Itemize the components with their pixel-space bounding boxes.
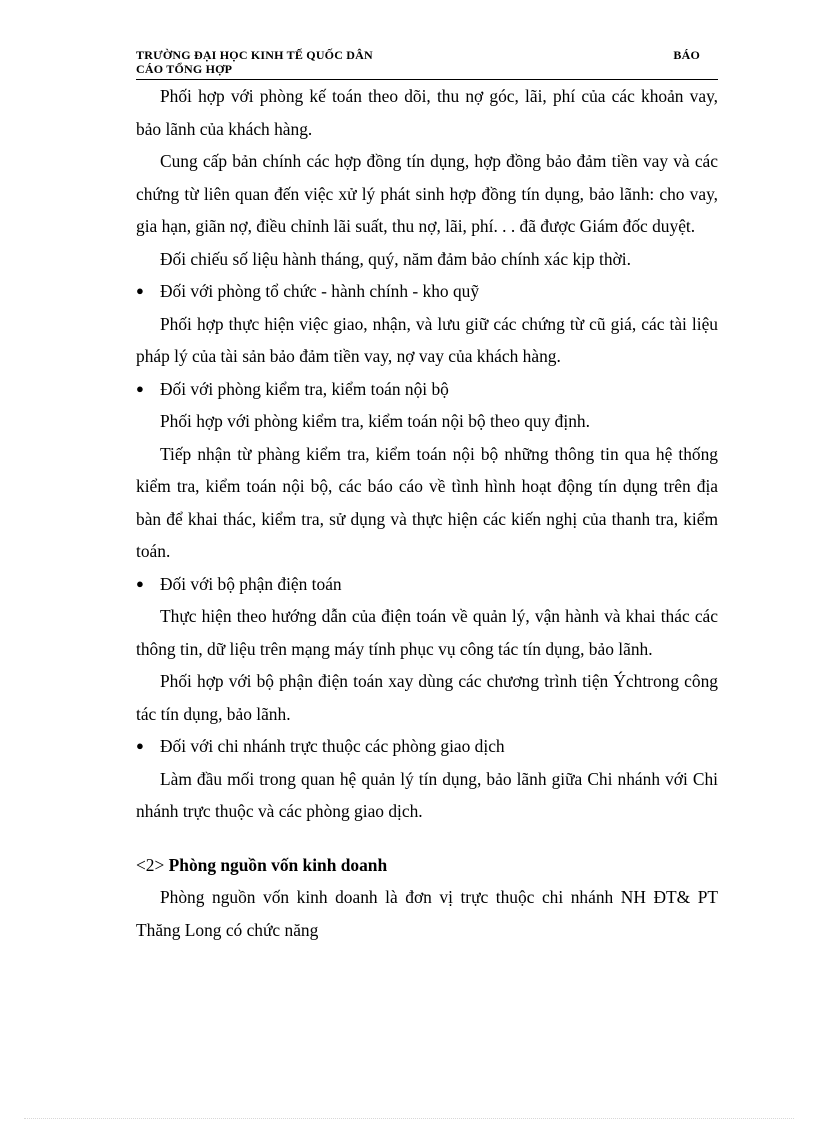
bullet-text: Đối với phòng kiểm tra, kiểm toán nội bộ — [160, 378, 449, 399]
paragraph: Phối hợp thực hiện việc giao, nhận, và lưu giữ các chứng từ cũ giá, các tài liệu pháp lý của tài sản bảo đảm tiền vay, nợ vay của khách hàng. — [136, 313, 718, 366]
header-left-text: TRƯỜNG ĐẠI HỌC KINH TẾ QUỐC DÂN — [136, 48, 373, 62]
paragraph: Phối hợp với bộ phận điện toán xay dùng các chương trình tiện Ýchtrong công tác tín dụng, bảo lãnh. — [136, 671, 718, 724]
bullet-text: Đối với phòng tổ chức - hành chính - kho quỹ — [160, 281, 480, 301]
bullet-text: Đối với bộ phận điện toán — [160, 573, 342, 594]
bullet-text: Đối với chi nhánh trực thuộc các phòng giao dịch — [160, 736, 505, 756]
paragraph: Đối chiếu số liệu hành tháng, quý, năm đảm bảo chính xác kịp thời. — [160, 248, 631, 269]
paragraph: Làm đầu mối trong quan hệ quản lý tín dụng, bảo lãnh giữa Chi nhánh với Chi nhánh trực thuộc và các phòng giao dịch. — [136, 768, 718, 821]
document-body — [136, 80, 718, 946]
bullet-item — [136, 568, 718, 601]
footer-divider — [24, 1118, 794, 1119]
paragraph: Phối hợp với phòng kế toán theo dõi, thu nợ góc, lãi, phí của các khoản vay, bảo lãnh của khách hàng. — [136, 86, 718, 139]
section-title: Phòng nguồn vốn kinh doanh — [168, 854, 388, 875]
bullet-icon: ● — [136, 283, 144, 298]
bullet-item — [136, 275, 718, 308]
header-second-line: CÁO TỔNG HỢP — [136, 62, 233, 76]
paragraph: Thực hiện theo hướng dẫn của điện toán về quản lý, vận hành và khai thác các thông tin, dữ liệu trên mạng máy tính phục vụ công tác tín dụng, bảo lãnh. — [136, 606, 718, 659]
header-right-text: BÁO — [673, 48, 700, 62]
paragraph: Tiếp nhận từ phàng kiểm tra, kiểm toán nội bộ những thông tin qua hệ thống kiểm tra, kiểm toán nội bộ, các báo cáo về tình hình hoạt động tín dụng trên địa bàn để khai thác, kiểm tra, sử dụng và thực hiện các kiến nghị của thanh tra, kiểm toán. — [136, 443, 718, 561]
bullet-item — [136, 730, 718, 763]
bullet-item — [136, 373, 718, 406]
section-heading — [136, 849, 718, 882]
paragraph: Phối hợp với phòng kiểm tra, kiểm toán nội bộ theo quy định. — [160, 411, 590, 431]
bullet-icon: ● — [136, 575, 144, 591]
paragraph: Phòng nguồn vốn kinh doanh là đơn vị trực thuộc chi nhánh NH ĐT& PT Thăng Long có chức năng — [136, 887, 718, 940]
bullet-icon: ● — [136, 380, 144, 396]
paragraph: Cung cấp bản chính các hợp đồng tín dụng, hợp đồng bảo đảm tiền vay và các chứng từ liên quan đến việc xử lý phát sinh hợp đồng tín dụng, bảo lãnh: cho vay, gia hạn, giãn nợ, điều chỉnh lãi suất, thu nợ, lãi, phí. . . đã được Giám đốc duyệt. — [136, 151, 718, 236]
bullet-icon: ● — [136, 738, 144, 753]
page-header — [136, 48, 718, 76]
section-number: <2> — [136, 854, 165, 875]
